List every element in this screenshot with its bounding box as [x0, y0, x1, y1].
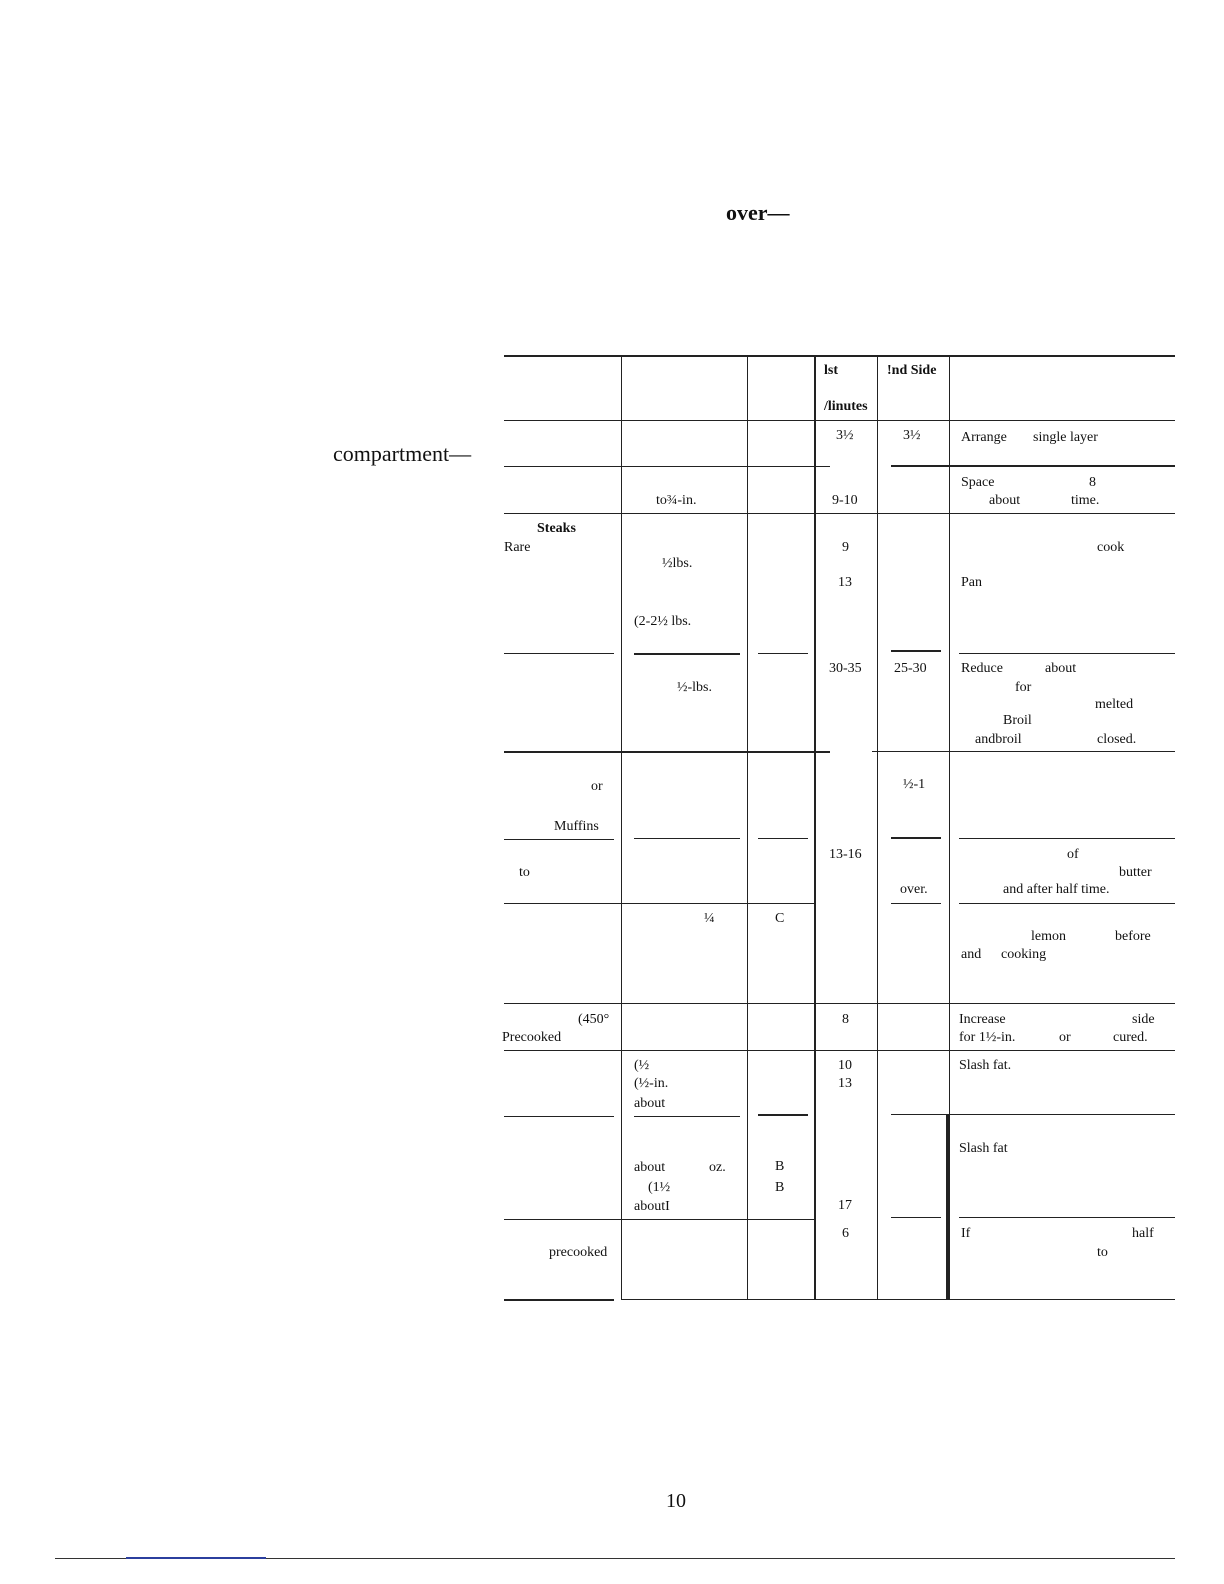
- row-rule: [504, 355, 1175, 357]
- cell-quantity: (1½: [648, 1180, 671, 1195]
- cell-note: about: [989, 493, 1021, 508]
- header-side1: lst: [824, 363, 838, 378]
- row-rule: [959, 838, 1175, 839]
- row-rule: [959, 903, 1175, 904]
- cell-note: andbroil: [975, 732, 1022, 747]
- row-rule: [504, 1003, 1175, 1004]
- cell-note: Slash fat: [959, 1141, 1008, 1156]
- row-rule: [634, 838, 740, 839]
- cell-quantity: (½-in.: [634, 1076, 669, 1091]
- side-label: compartment—: [333, 441, 472, 466]
- cell-side1: 9: [842, 540, 849, 555]
- row-rule: [872, 751, 1175, 752]
- cell-side1: 10: [838, 1058, 852, 1073]
- cell-note: cooking: [1001, 947, 1047, 962]
- cell-food: Rare: [504, 540, 531, 555]
- cell-note: and: [961, 947, 982, 962]
- cell-food: or: [591, 779, 603, 794]
- cell-note: for 1½-in.: [959, 1030, 1016, 1045]
- cell-quantity: aboutI: [634, 1199, 670, 1214]
- cell-note: single layer: [1033, 430, 1098, 445]
- cell-position: B: [775, 1180, 785, 1195]
- row-rule: [891, 465, 1175, 467]
- cell-note: time.: [1071, 493, 1100, 508]
- row-rule: [504, 513, 1175, 514]
- cell-quantity: (½: [634, 1058, 650, 1073]
- cell-note: Increase: [959, 1012, 1006, 1027]
- row-rule: [758, 838, 808, 839]
- cell-position: B: [775, 1159, 785, 1174]
- page-number: 10: [666, 1490, 686, 1512]
- row-rule: [634, 1116, 740, 1117]
- cell-note: 8: [1089, 475, 1096, 490]
- row-rule: [504, 751, 830, 753]
- row-rule: [959, 1217, 1175, 1218]
- row-rule: [891, 1114, 1175, 1115]
- row-rule: [504, 839, 614, 840]
- page-heading: over—: [726, 200, 790, 225]
- cell-quantity: ¼: [704, 911, 715, 926]
- cell-side1: 9-10: [832, 493, 858, 508]
- row-rule: [891, 650, 941, 652]
- cell-side1: 6: [842, 1226, 849, 1241]
- col-divider: [877, 355, 878, 1300]
- header-side2: !nd Side: [887, 363, 937, 378]
- cell-side1: 17: [838, 1198, 852, 1213]
- cell-note: lemon: [1031, 929, 1066, 944]
- cell-note: side: [1132, 1012, 1155, 1027]
- cell-food: to: [519, 865, 530, 880]
- row-rule: [891, 903, 941, 904]
- cell-note: half: [1132, 1226, 1154, 1241]
- col-divider: [621, 355, 622, 1300]
- cell-note: before: [1115, 929, 1151, 944]
- cell-note: Pan: [961, 575, 982, 590]
- row-rule: [504, 1050, 1175, 1051]
- cell-quantity: about: [634, 1160, 666, 1175]
- cell-side2: ½-1: [903, 777, 926, 792]
- row-rule: [891, 837, 941, 839]
- cell-food: Muffins: [554, 819, 599, 834]
- cell-note: Arrange: [961, 430, 1007, 445]
- cell-note: of: [1067, 847, 1079, 862]
- cell-note: Slash fat.: [959, 1058, 1012, 1073]
- cell-note: melted: [1095, 697, 1134, 712]
- cell-side1: 13-16: [829, 847, 862, 862]
- row-rule: [891, 1217, 941, 1218]
- col-divider: [747, 355, 748, 1300]
- cell-quantity: oz.: [709, 1160, 726, 1175]
- cell-thickness: to¾-in.: [656, 493, 697, 508]
- cell-side2: over.: [900, 882, 928, 897]
- row-rule: [758, 653, 808, 654]
- row-rule: [504, 653, 614, 654]
- col-divider: [814, 355, 816, 1300]
- cell-note: and after half time.: [1003, 882, 1110, 897]
- cell-note: to: [1097, 1245, 1108, 1260]
- col-divider: [949, 355, 950, 1300]
- footer-accent-rule: [126, 1557, 266, 1559]
- cell-note: about: [1045, 661, 1077, 676]
- cell-side1: 8: [842, 1012, 849, 1027]
- cell-side1: 3½: [836, 428, 854, 443]
- row-rule: [504, 1219, 814, 1220]
- cell-note: Reduce: [961, 661, 1003, 676]
- header-minutes: /linutes: [824, 399, 868, 414]
- row-rule: [504, 1116, 614, 1117]
- cell-position: C: [775, 911, 785, 926]
- cell-note: for: [1015, 680, 1032, 695]
- cell-note: cook: [1097, 540, 1125, 555]
- cell-food: precooked: [549, 1245, 608, 1260]
- cell-note: If: [961, 1226, 971, 1241]
- cell-note: butter: [1119, 865, 1152, 880]
- cell-quantity: ½-lbs.: [677, 680, 712, 695]
- row-rule: [634, 653, 740, 655]
- cell-food: Precooked: [502, 1030, 562, 1045]
- row-rule: [504, 466, 830, 467]
- cell-note: closed.: [1097, 732, 1137, 747]
- row-rule: [504, 1299, 614, 1301]
- cell-quantity: (2-2½ lbs.: [634, 614, 692, 629]
- row-rule: [959, 653, 1175, 654]
- cell-side1: 13: [838, 575, 852, 590]
- row-rule: [758, 1114, 808, 1116]
- cell-note: or: [1059, 1030, 1071, 1045]
- cell-note: cured.: [1113, 1030, 1148, 1045]
- row-rule: [504, 420, 1175, 421]
- cell-food: (450°: [578, 1012, 610, 1027]
- cell-quantity: ½lbs.: [662, 556, 693, 571]
- cell-note: Broil: [1003, 713, 1032, 728]
- row-rule: [504, 903, 814, 904]
- row-rule: [621, 1299, 1175, 1300]
- cell-side1: 13: [838, 1076, 852, 1091]
- cell-food: Steaks: [537, 521, 576, 536]
- cell-side1: 30-35: [829, 661, 862, 676]
- cell-side2: 25-30: [894, 661, 927, 676]
- cell-quantity: about: [634, 1096, 666, 1111]
- cell-note: Space: [961, 475, 995, 490]
- cell-side2: 3½: [903, 428, 921, 443]
